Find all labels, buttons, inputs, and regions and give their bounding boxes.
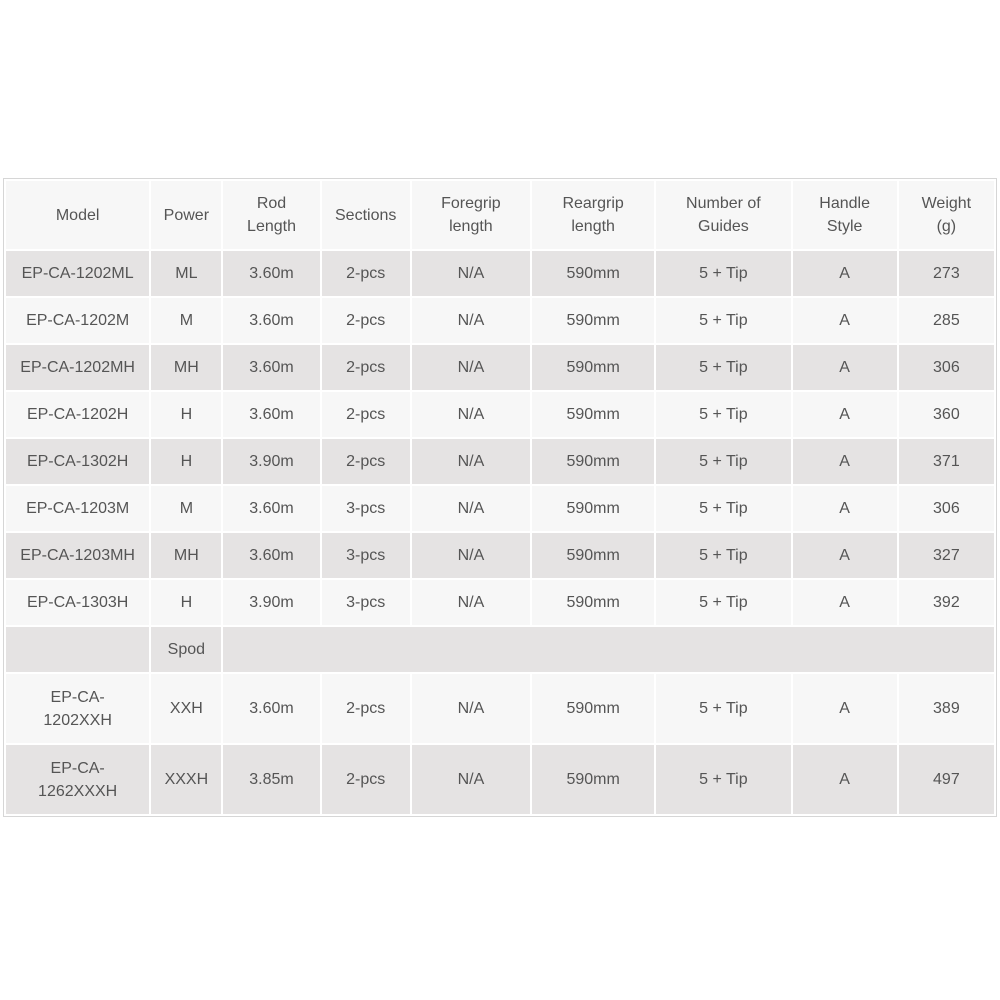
cell-foregrip-length: N/A <box>412 580 530 625</box>
table-row <box>6 674 994 743</box>
cell-model <box>6 674 149 743</box>
cell-handle-style: A <box>793 674 897 743</box>
cell-model-text: EP-CA-1203M <box>26 500 130 517</box>
column-header-text: Length <box>247 218 296 235</box>
table-row <box>6 439 994 484</box>
section-filler-cell <box>223 627 994 672</box>
cell-foregrip-length: N/A <box>412 674 530 743</box>
column-header-foregrip-length <box>412 181 530 249</box>
section-row-spod <box>6 627 994 672</box>
cell-number-of-guides: 5 + Tip <box>656 674 790 743</box>
cell-number-of-guides: 5 + Tip <box>656 439 790 484</box>
cell-weight: 371 <box>899 439 994 484</box>
cell-number-of-guides: 5 + Tip <box>656 298 790 343</box>
column-header-text: (g) <box>936 218 957 235</box>
cell-power: M <box>151 298 221 343</box>
column-header-sections <box>322 181 410 249</box>
cell-model-text: EP-CA-1302H <box>26 453 129 470</box>
cell-sections: 2-pcs <box>322 392 410 437</box>
cell-model <box>6 745 149 814</box>
cell-weight: 360 <box>899 392 994 437</box>
cell-handle-style: A <box>793 580 897 625</box>
cell-rod-length: 3.60m <box>223 674 319 743</box>
cell-weight: 306 <box>899 345 994 390</box>
cell-model <box>6 392 149 437</box>
cell-power: H <box>151 439 221 484</box>
cell-handle-style: A <box>793 533 897 578</box>
cell-reargrip-length: 590mm <box>532 580 654 625</box>
cell-handle-style: A <box>793 486 897 531</box>
column-header-text: length <box>571 218 615 235</box>
cell-sections: 3-pcs <box>322 486 410 531</box>
cell-weight: 306 <box>899 486 994 531</box>
cell-sections: 2-pcs <box>322 345 410 390</box>
cell-foregrip-length: N/A <box>412 745 530 814</box>
cell-model-text: EP-CA-1202M <box>26 312 130 329</box>
cell-rod-length: 3.60m <box>223 251 319 296</box>
cell-number-of-guides: 5 + Tip <box>656 392 790 437</box>
cell-handle-style: A <box>793 251 897 296</box>
cell-foregrip-length: N/A <box>412 298 530 343</box>
cell-rod-length: 3.60m <box>223 392 319 437</box>
cell-weight: 273 <box>899 251 994 296</box>
cell-handle-style: A <box>793 392 897 437</box>
cell-model-text: EP-CA- <box>50 759 105 777</box>
cell-model-text: EP-CA-1303H <box>26 594 129 611</box>
cell-foregrip-length: N/A <box>412 345 530 390</box>
cell-weight: 285 <box>899 298 994 343</box>
cell-reargrip-length: 590mm <box>532 345 654 390</box>
cell-foregrip-length: N/A <box>412 486 530 531</box>
column-header-number-of-guides <box>656 181 790 249</box>
cell-handle-style: A <box>793 439 897 484</box>
cell-weight: 327 <box>899 533 994 578</box>
cell-number-of-guides: 5 + Tip <box>656 486 790 531</box>
cell-rod-length: 3.60m <box>223 533 319 578</box>
cell-model <box>6 251 149 296</box>
cell-sections: 2-pcs <box>322 674 410 743</box>
cell-sections: 3-pcs <box>322 580 410 625</box>
cell-handle-style: A <box>793 745 897 814</box>
cell-sections: 2-pcs <box>322 439 410 484</box>
column-header-text: Handle <box>819 195 870 212</box>
column-header-text: Power <box>163 206 210 224</box>
column-header-text: Guides <box>698 218 749 235</box>
cell-rod-length: 3.85m <box>223 745 319 814</box>
column-header-handle-style <box>793 181 897 249</box>
column-header-text: length <box>449 218 493 235</box>
section-label: Spod <box>151 627 221 672</box>
cell-reargrip-length: 590mm <box>532 745 654 814</box>
column-header-weight <box>899 181 994 249</box>
cell-model-text: EP-CA-1202H <box>26 406 129 423</box>
cell-handle-style: A <box>793 345 897 390</box>
cell-power: XXXH <box>151 745 221 814</box>
column-header-power <box>151 181 221 249</box>
rod-spec-table <box>3 178 997 817</box>
cell-model <box>6 298 149 343</box>
cell-power: XXH <box>151 674 221 743</box>
column-header-text: Style <box>826 218 863 235</box>
column-header-text: Foregrip <box>441 195 501 212</box>
cell-power: MH <box>151 345 221 390</box>
cell-number-of-guides: 5 + Tip <box>656 533 790 578</box>
column-header-text: Number of <box>686 195 761 212</box>
cell-reargrip-length: 590mm <box>532 298 654 343</box>
cell-reargrip-length: 590mm <box>532 439 654 484</box>
cell-model <box>6 439 149 484</box>
column-header-rod-length <box>223 181 319 249</box>
cell-foregrip-length: N/A <box>412 439 530 484</box>
table-row <box>6 580 994 625</box>
cell-number-of-guides: 5 + Tip <box>656 745 790 814</box>
cell-rod-length: 3.90m <box>223 439 319 484</box>
cell-model <box>6 345 149 390</box>
cell-number-of-guides: 5 + Tip <box>656 580 790 625</box>
table-header-row <box>6 181 994 249</box>
column-header-reargrip-length <box>532 181 654 249</box>
column-header-text: Rod <box>256 195 287 212</box>
cell-number-of-guides: 5 + Tip <box>656 345 790 390</box>
cell-power: MH <box>151 533 221 578</box>
table-body <box>6 251 994 814</box>
cell-model <box>6 533 149 578</box>
cell-weight: 497 <box>899 745 994 814</box>
column-header-text: Weight <box>921 195 972 212</box>
spec-table-container <box>3 178 997 817</box>
cell-reargrip-length: 590mm <box>532 486 654 531</box>
table-row <box>6 745 994 814</box>
table-row <box>6 392 994 437</box>
cell-model <box>6 580 149 625</box>
cell-weight: 392 <box>899 580 994 625</box>
cell-rod-length: 3.60m <box>223 486 319 531</box>
cell-power: M <box>151 486 221 531</box>
column-header-text: Sections <box>335 206 397 224</box>
cell-model-text: 1202XXH <box>43 711 112 729</box>
column-header-text: Model <box>55 206 100 224</box>
cell-reargrip-length: 590mm <box>532 251 654 296</box>
cell-handle-style: A <box>793 298 897 343</box>
cell-model-text: EP-CA-1202ML <box>21 265 134 282</box>
cell-foregrip-length: N/A <box>412 392 530 437</box>
cell-model <box>6 486 149 531</box>
column-header-model <box>6 181 149 249</box>
table-row <box>6 533 994 578</box>
cell-sections: 2-pcs <box>322 251 410 296</box>
table-row <box>6 298 994 343</box>
cell-foregrip-length: N/A <box>412 533 530 578</box>
table-row <box>6 486 994 531</box>
cell-power: ML <box>151 251 221 296</box>
cell-number-of-guides: 5 + Tip <box>656 251 790 296</box>
cell-power: H <box>151 580 221 625</box>
cell-sections: 2-pcs <box>322 745 410 814</box>
cell-reargrip-length: 590mm <box>532 533 654 578</box>
cell-model-text: 1262XXXH <box>38 782 118 800</box>
column-header-text: Reargrip <box>562 195 624 212</box>
cell-sections: 2-pcs <box>322 298 410 343</box>
cell-model-text: EP-CA-1202MH <box>20 359 135 376</box>
cell-foregrip-length: N/A <box>412 251 530 296</box>
cell-model-text: EP-CA- <box>50 688 105 706</box>
cell-model-text: EP-CA-1203MH <box>20 547 135 564</box>
cell-sections: 3-pcs <box>322 533 410 578</box>
table-row <box>6 251 994 296</box>
cell-reargrip-length: 590mm <box>532 392 654 437</box>
cell-reargrip-length: 590mm <box>532 674 654 743</box>
cell-weight: 389 <box>899 674 994 743</box>
section-empty-cell <box>6 627 149 672</box>
table-row <box>6 345 994 390</box>
cell-rod-length: 3.60m <box>223 345 319 390</box>
cell-rod-length: 3.60m <box>223 298 319 343</box>
cell-power: H <box>151 392 221 437</box>
cell-rod-length: 3.90m <box>223 580 319 625</box>
